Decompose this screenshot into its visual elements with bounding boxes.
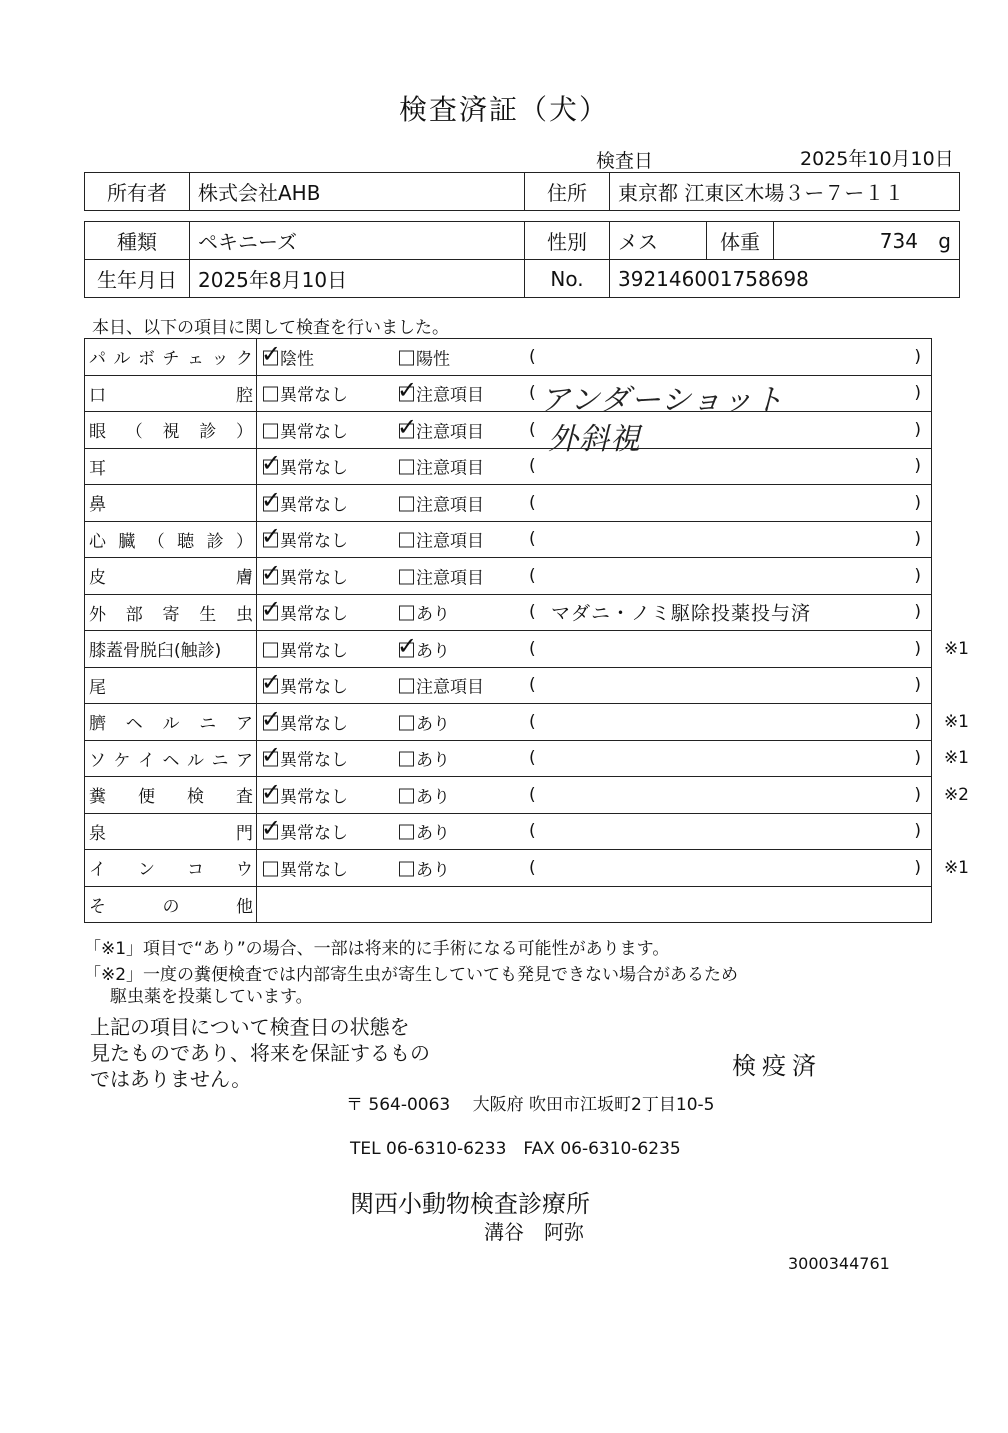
check-item-char: 他 [236,896,253,917]
open-paren: ( [529,419,536,440]
check-item-label [85,631,257,668]
dob-label: 生年月日 [85,260,190,298]
open-paren: ( [529,857,536,878]
check-item-char: ソ [89,750,106,771]
check-option-label: 異常なし [280,385,348,406]
open-paren: ( [529,529,536,550]
check-item-char: ク [236,349,253,370]
check-item-char: ア [236,750,253,771]
pet-table [84,221,960,298]
close-paren: ) [914,529,921,550]
check-item-result [257,558,932,595]
check-mark-icon: ✓ [397,376,418,405]
check-item-result [257,521,932,558]
check-option-label: 異常なし [280,823,348,844]
check-item-char: 膚 [236,568,253,589]
checkbox[interactable] [399,496,414,511]
check-item-char: 糞 [89,787,106,808]
check-option-label: 異常なし [280,787,348,808]
check-option-normal[interactable] [263,636,348,661]
footnote-mark: ※1 [943,711,969,732]
check-item-char: 検 [187,787,204,808]
check-item-char: 生 [199,604,217,625]
note-2a: 「※2」一度の糞便検査では内部寄生虫が寄生していても発見できない場合があるため [84,965,739,985]
sex-value: メス [610,222,707,260]
open-paren: ( [529,711,536,732]
check-item-char: 視 [162,422,180,443]
checkbox[interactable] [263,387,278,402]
check-item-label [85,339,257,376]
check-mark-icon: ✓ [261,522,282,551]
check-item-char: ル [162,714,180,735]
open-paren: ( [529,675,536,696]
check-mark-icon: ✓ [261,558,282,587]
weight-label: 体重 [707,222,774,260]
check-option-normal[interactable] [263,381,348,406]
check-row [85,740,932,777]
note-1: 「※1」項目で“あり”の場合、一部は将来的に手術になる可能性があります。 [84,939,670,959]
check-row [85,777,932,814]
close-paren: ) [914,419,921,440]
close-paren: ) [914,383,921,404]
no-value: 392146001758698 [610,260,960,298]
check-item-result [257,813,932,850]
check-option-alert[interactable] [399,746,450,771]
check-item-label [85,485,257,522]
address-value: 東京都 江東区木場３ー７ー１１ [610,173,960,211]
close-paren: ) [914,346,921,367]
owner-value: 株式会社AHB [190,173,525,211]
check-item-result [257,485,932,522]
check-item-char: 腔 [236,385,253,406]
check-item-char: 皮 [89,568,106,589]
check-option-label: あり [416,714,450,735]
check-item-result [257,594,932,631]
check-option-label: 注意項目 [416,385,484,406]
breed-value: ペキニーズ [190,222,525,260]
check-option-label: 注意項目 [416,422,484,443]
check-item-char: ） [235,531,253,552]
check-item-char: 鼻 [89,495,106,516]
close-paren: ) [914,821,921,842]
check-mark-icon: ✓ [261,704,282,733]
check-mark-icon: ✓ [261,741,282,770]
check-row [85,375,932,412]
footnote-mark: ※2 [943,784,969,805]
close-paren: ) [914,565,921,586]
intro-text: 本日、以下の項目に関して検査を行いました。 [92,318,449,338]
check-item-char: 口 [89,385,106,406]
footnote-mark: ※1 [943,857,969,878]
check-item-char: 診 [206,531,224,552]
check-item-char: 尾 [89,677,106,698]
check-item-char: 膝蓋骨脱臼(触診) [89,641,222,662]
check-item-char: イ [89,860,106,881]
exam-date-value: 2025年10月10日 [800,148,954,170]
check-option-alert[interactable] [399,527,484,552]
check-item-label [85,521,257,558]
close-paren: ) [914,711,921,732]
check-option-label: 異常なし [280,641,348,662]
check-option-alert[interactable] [399,782,450,807]
checkbox[interactable] [263,861,278,876]
check-option-alert[interactable] [399,490,484,515]
check-row [85,850,932,887]
close-paren: ) [914,857,921,878]
check-option-alert[interactable] [399,600,450,625]
check-option-label: 異常なし [280,531,348,552]
checkbox[interactable] [399,752,414,767]
check-item-result [257,777,969,814]
check-item-char: ニ [199,714,217,735]
check-item-label [85,667,257,704]
check-option-label: 異常なし [280,750,348,771]
check-item-char: 聴 [177,531,195,552]
check-item-char: ） [236,422,253,443]
open-paren: ( [529,638,536,659]
sex-label: 性別 [525,222,610,260]
check-item-char: 耳 [89,458,106,479]
inspection-stamp: 検疫済 [732,1052,822,1080]
check-mark-icon: ✓ [397,412,418,441]
check-row [85,594,932,631]
check-row [85,339,932,376]
check-item-label [85,594,257,631]
close-paren: ) [914,784,921,805]
checklist-table [84,338,969,923]
check-item-result [257,667,932,704]
check-option-label: あり [416,604,450,625]
check-mark-icon: ✓ [261,595,282,624]
check-row [85,631,932,668]
breed-label: 種類 [85,222,190,260]
check-item-result [257,886,932,923]
clinic-address: 〒 564-0063 大阪府 吹田市江坂町2丁目10-5 [346,1095,715,1115]
check-option-normal[interactable] [263,417,348,442]
check-item-label [85,777,257,814]
check-item-char: イ [138,750,155,771]
clinic-name: 関西小動物検査診療所 [350,1190,590,1218]
check-option-normal[interactable] [263,855,348,880]
open-paren: ( [529,456,536,477]
check-item-char: パ [89,349,106,370]
open-paren: ( [529,492,536,513]
check-option-alert[interactable] [399,454,484,479]
check-option-label: あり [416,641,450,662]
dob-value: 2025年8月10日 [190,260,525,298]
close-paren: ) [914,456,921,477]
check-option-label: 異常なし [280,714,348,735]
check-row [85,448,932,485]
check-mark-icon: ✓ [261,668,282,697]
no-label: No. [525,260,610,298]
check-option-label: 異常なし [280,677,348,698]
checkbox[interactable] [399,679,414,694]
check-item-char: の [162,896,180,917]
check-item-label [85,375,257,412]
open-paren: ( [529,346,536,367]
open-paren: ( [529,821,536,842]
check-item-label [85,704,257,741]
check-item-char: ニ [211,750,229,771]
owner-table [84,172,960,211]
check-row [85,485,932,522]
footnote-mark: ※1 [943,748,969,769]
check-option-label: 異常なし [280,568,348,589]
check-option-label: 陽性 [416,349,450,370]
handwritten-eye-note: 外斜視 [548,422,641,457]
check-option-label: 異常なし [280,422,348,443]
check-item-result [257,704,969,741]
note-2b: 駆虫薬を投薬しています。 [110,987,313,1007]
check-item-char: ン [138,860,155,881]
check-option-label: 注意項目 [416,677,484,698]
weight-value: 734 [879,228,918,253]
check-item-char: そ [89,896,106,917]
check-item-char: 臍 [89,714,106,735]
check-item-char: （ [147,531,165,552]
check-option-label: 注意項目 [416,531,484,552]
check-item-label [85,558,257,595]
check-row [85,667,932,704]
close-paren: ) [914,675,921,696]
checkbox[interactable] [399,533,414,548]
close-paren: ) [914,602,921,623]
check-item-char: ヘ [162,750,180,771]
check-item-char: 虫 [236,604,253,625]
check-item-char: コ [187,860,204,881]
check-option-label: あり [416,860,450,881]
check-item-char: 便 [138,787,155,808]
open-paren: ( [529,748,536,769]
check-option-label: 異常なし [280,604,348,625]
check-item-char: ア [236,714,253,735]
open-paren: ( [529,602,536,623]
check-row [85,412,932,449]
check-option-alert[interactable] [399,673,484,698]
check-option-alert[interactable] [399,819,450,844]
weight-unit: g [938,228,951,253]
check-mark-icon: ✓ [261,814,282,843]
check-item-char: ボ [138,349,155,370]
close-paren: ) [914,748,921,769]
check-option-label: あり [416,750,450,771]
check-item-char: 寄 [162,604,180,625]
open-paren: ( [529,383,536,404]
check-item-result [257,850,969,887]
check-item-char: ウ [236,860,253,881]
check-option-label: あり [416,823,450,844]
check-mark-icon: ✓ [261,777,282,806]
check-item-char: 査 [236,787,253,808]
checkbox[interactable] [399,825,414,840]
check-row [85,521,932,558]
check-item-label [85,813,257,850]
checkbox[interactable] [399,350,414,365]
check-option-label: 異常なし [280,860,348,881]
check-row [85,704,932,741]
check-mark-icon: ✓ [261,449,282,478]
check-item-label [85,850,257,887]
check-item-char: 心 [89,531,106,552]
check-mark-icon: ✓ [261,339,282,368]
check-item-char: ケ [113,750,131,771]
check-row [85,813,932,850]
check-option-label: 注意項目 [416,458,484,479]
serial-number: 3000344761 [788,1254,890,1273]
check-option-label: あり [416,787,450,808]
checkbox[interactable] [399,569,414,584]
check-item-char: （ [125,422,143,443]
close-paren: ) [914,638,921,659]
checkbox[interactable] [399,606,414,621]
check-item-char: 部 [125,604,143,625]
check-item-result [257,339,932,376]
exam-date-label: 検査日 [596,150,654,172]
check-item-char: チ [162,349,180,370]
check-option-alert[interactable] [399,563,484,588]
check-item-label [85,448,257,485]
close-paren: ) [914,492,921,513]
weight-cell [774,222,960,260]
checkbox[interactable] [399,460,414,475]
open-paren: ( [529,784,536,805]
disclaimer-line-3: ではありません。 [90,1067,252,1091]
check-item-result [257,631,969,668]
page-title: 検査済証（犬） [398,93,609,126]
check-item-char: 泉 [89,823,106,844]
checkbox[interactable] [399,715,414,730]
check-option-alert[interactable] [399,709,450,734]
check-option-label: 注意項目 [416,568,484,589]
check-option-label: 注意項目 [416,495,484,516]
check-item-char: ヘ [125,714,143,735]
checkbox[interactable] [263,642,278,657]
footnote-mark: ※1 [943,638,969,659]
check-comment: マダニ・ノミ駆除投薬投与済 [551,602,812,625]
open-paren: ( [529,565,536,586]
check-mark-icon: ✓ [397,631,418,660]
checkbox[interactable] [399,788,414,803]
address-label: 住所 [525,173,610,211]
check-item-char: ル [187,750,204,771]
check-item-label [85,886,257,923]
check-row [85,886,932,923]
check-item-char: ェ [187,349,204,370]
check-option-label: 陰性 [280,349,314,370]
check-item-char: ッ [211,349,229,370]
check-item-char: 眼 [89,422,106,443]
handwritten-mouth-note: アンダーショット [540,383,785,418]
check-item-label [85,412,257,449]
check-row [85,558,932,595]
checkbox[interactable] [399,861,414,876]
check-option-alert[interactable] [399,344,450,369]
doctor-name: 溝谷 阿弥 [484,1220,584,1244]
check-item-char: 診 [199,422,217,443]
disclaimer-line-2: 見たものであり、将来を保証するもの [90,1041,430,1065]
check-item-char: 臓 [118,531,136,552]
owner-label: 所有者 [85,173,190,211]
check-item-char: 外 [89,604,106,625]
check-item-char: 門 [236,823,253,844]
check-item-label [85,740,257,777]
disclaimer-line-1: 上記の項目について検査日の状態を [90,1015,410,1039]
check-option-alert[interactable] [399,855,450,880]
checkbox[interactable] [263,423,278,438]
check-mark-icon: ✓ [261,485,282,514]
clinic-phone-fax: TEL 06-6310-6233 FAX 06-6310-6235 [350,1139,681,1159]
check-option-label: 異常なし [280,495,348,516]
check-option-label: 異常なし [280,458,348,479]
check-item-result [257,740,969,777]
check-item-char: ル [113,349,131,370]
